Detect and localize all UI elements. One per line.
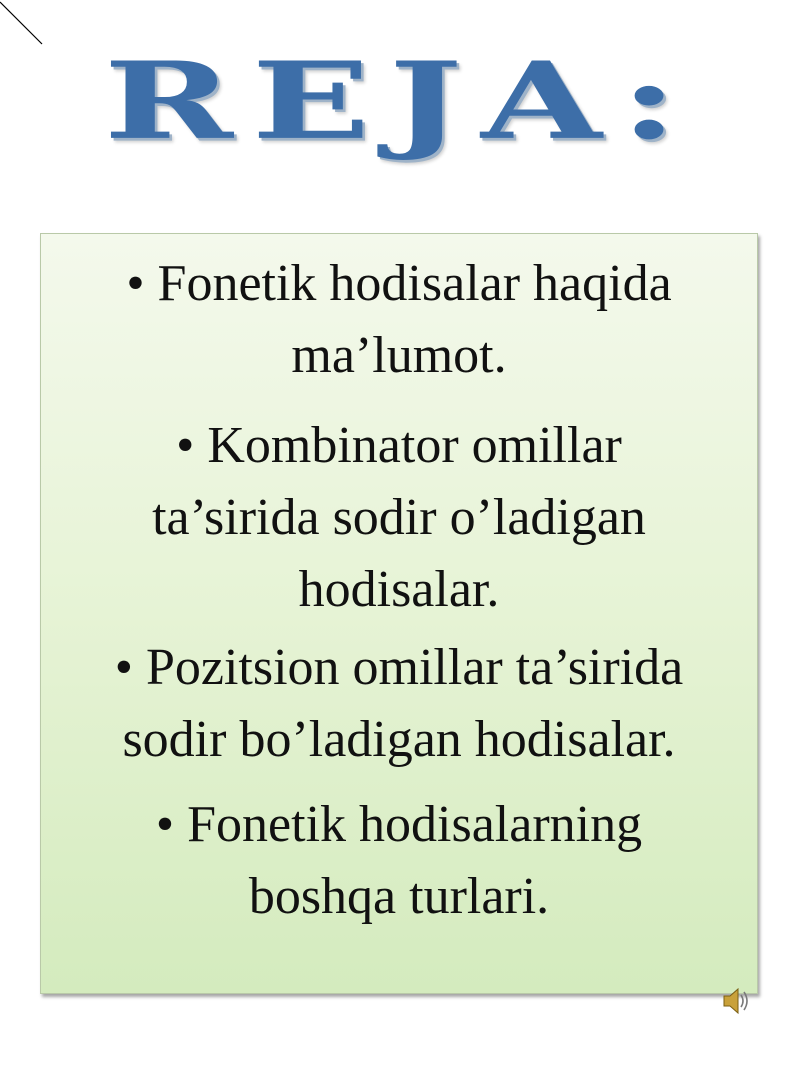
- bullet-line: • Fonetik hodisalar haqida: [126, 255, 672, 312]
- bullet-item: [41, 632, 757, 776]
- content-panel: [40, 233, 758, 994]
- bullet-line: ta’sirida sodir o’ladigan: [152, 489, 646, 546]
- bullet-item: [41, 789, 757, 933]
- bullet-line: • Kombinator omillar: [176, 417, 622, 474]
- slide-title: REJA:: [103, 38, 697, 164]
- bullet-line: • Fonetik hodisalarning: [155, 796, 643, 853]
- bullet-line: sodir bo’ladigan hodisalar.: [122, 711, 676, 768]
- bullet-line: boshqa turlari.: [248, 868, 550, 925]
- bullet-item: [41, 410, 757, 626]
- bullet-item: [41, 248, 757, 392]
- bullet-line: • Pozitsion omillar ta’sirida: [114, 639, 684, 696]
- bullet-line: hodisalar.: [298, 561, 500, 618]
- speaker-icon[interactable]: [720, 983, 752, 1019]
- bullet-line: ma’lumot.: [291, 327, 507, 384]
